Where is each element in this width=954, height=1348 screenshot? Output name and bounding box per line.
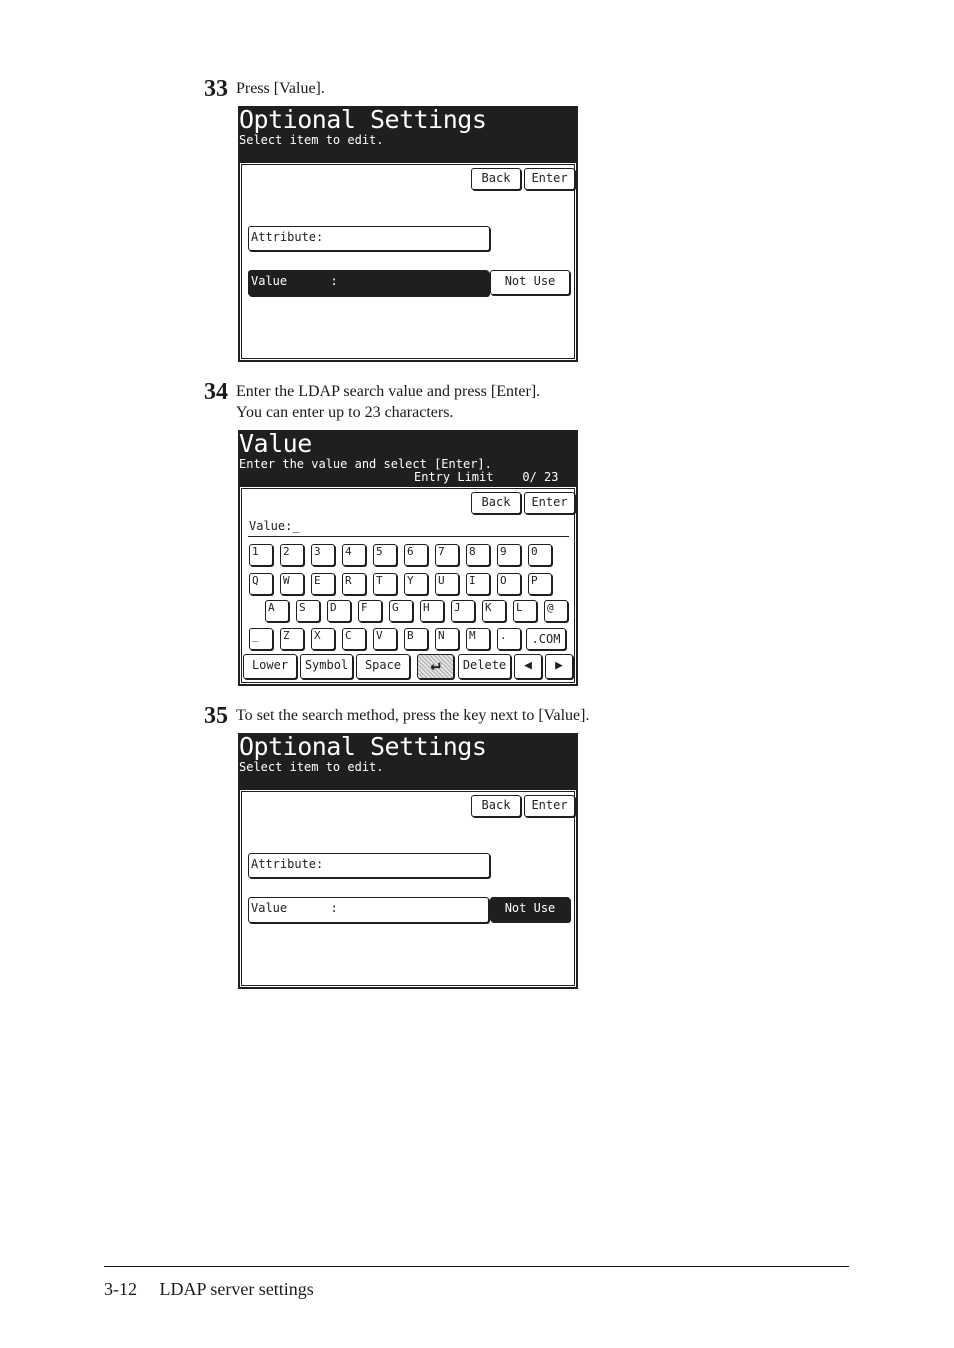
- key-7[interactable]: 7: [435, 544, 459, 566]
- key-2[interactable]: Z: [280, 628, 304, 650]
- key-2[interactable]: 2: [280, 544, 304, 566]
- entry-limit-counter: Entry Limit 0/ 23: [414, 470, 559, 484]
- key-5[interactable]: T: [373, 573, 397, 595]
- not-use-button[interactable]: Not Use: [490, 897, 570, 922]
- key-4[interactable]: 4: [342, 544, 366, 566]
- key-3[interactable]: 3: [311, 544, 335, 566]
- value-field[interactable]: Value :: [248, 270, 489, 296]
- key-5[interactable]: 5: [373, 544, 397, 566]
- value-input-display[interactable]: Value:_: [249, 519, 300, 533]
- screen-subtitle: Enter the value and select [Enter].: [239, 457, 492, 471]
- value-underline: [248, 536, 569, 537]
- enter-button[interactable]: Enter: [524, 168, 575, 190]
- key-3[interactable]: D: [327, 600, 351, 622]
- key-4[interactable]: F: [358, 600, 382, 622]
- key-7[interactable]: N: [435, 628, 459, 650]
- key-6[interactable]: Y: [404, 573, 428, 595]
- screen-header: [238, 733, 578, 788]
- screen-body: [238, 161, 578, 362]
- key-1[interactable]: _: [249, 628, 273, 650]
- key-9[interactable]: 9: [497, 544, 521, 566]
- attribute-field[interactable]: Attribute:: [248, 853, 490, 878]
- screen-body: [238, 788, 578, 989]
- key-1[interactable]: Q: [249, 573, 273, 595]
- not-use-button[interactable]: Not Use: [490, 270, 570, 295]
- right-arrow-icon: ▶: [555, 658, 563, 673]
- key-5[interactable]: V: [373, 628, 397, 650]
- key-4[interactable]: C: [342, 628, 366, 650]
- key-6[interactable]: 6: [404, 544, 428, 566]
- section-title: LDAP server settings: [159, 1279, 314, 1299]
- step-instruction: Press [Value].: [236, 80, 325, 97]
- page-footer: [104, 1278, 314, 1300]
- step-instruction: To set the search method, press the key next to [Value].: [236, 707, 590, 724]
- screen-header: [238, 430, 578, 485]
- key-5[interactable]: G: [389, 600, 413, 622]
- key-8[interactable]: I: [466, 573, 490, 595]
- step-number: 34: [204, 379, 228, 405]
- return-icon: ↵: [430, 655, 441, 675]
- dot-com-key[interactable]: .COM: [526, 628, 566, 650]
- lower-button[interactable]: Lower: [243, 654, 297, 679]
- key-2[interactable]: W: [280, 573, 304, 595]
- key-10[interactable]: @: [544, 600, 568, 622]
- symbol-button[interactable]: Symbol: [300, 654, 353, 679]
- key-8[interactable]: M: [466, 628, 490, 650]
- footer-rule: [104, 1266, 849, 1267]
- key-9[interactable]: O: [497, 573, 521, 595]
- page-number: 3-12: [104, 1279, 137, 1299]
- attribute-field[interactable]: Attribute:: [248, 226, 490, 251]
- left-arrow-icon: ◀: [524, 658, 532, 673]
- screen-title: Optional Settings: [239, 732, 487, 761]
- key-9[interactable]: .: [497, 628, 521, 650]
- step-number: 35: [204, 703, 228, 729]
- key-2[interactable]: S: [296, 600, 320, 622]
- key-1[interactable]: 1: [249, 544, 273, 566]
- back-button[interactable]: Back: [471, 168, 521, 190]
- screen-body: [238, 485, 578, 686]
- key-9[interactable]: L: [513, 600, 537, 622]
- return-button[interactable]: [417, 654, 454, 679]
- screen-subtitle: Select item to edit.: [239, 760, 384, 774]
- step-number: 33: [204, 76, 228, 102]
- screen-subtitle: Select item to edit.: [239, 133, 384, 147]
- key-4[interactable]: R: [342, 573, 366, 595]
- lcd-screen-optional-settings-2: [238, 733, 578, 989]
- key-8[interactable]: K: [482, 600, 506, 622]
- screen-header: [238, 106, 578, 161]
- key-7[interactable]: J: [451, 600, 475, 622]
- key-3[interactable]: E: [311, 573, 335, 595]
- lcd-screen-optional-settings-1: [238, 106, 578, 362]
- delete-button[interactable]: Delete: [458, 654, 511, 679]
- cursor-right-button[interactable]: [545, 654, 573, 679]
- key-7[interactable]: U: [435, 573, 459, 595]
- back-button[interactable]: Back: [471, 492, 521, 514]
- value-field[interactable]: Value :: [248, 897, 489, 923]
- screen-title: Value: [239, 429, 312, 458]
- screen-title: Optional Settings: [239, 105, 487, 134]
- back-button[interactable]: Back: [471, 795, 521, 817]
- key-8[interactable]: 8: [466, 544, 490, 566]
- key-6[interactable]: B: [404, 628, 428, 650]
- key-10[interactable]: P: [528, 573, 552, 595]
- enter-button[interactable]: Enter: [524, 492, 575, 514]
- key-1[interactable]: A: [265, 600, 289, 622]
- cursor-left-button[interactable]: [514, 654, 542, 679]
- space-button[interactable]: Space: [356, 654, 410, 679]
- key-6[interactable]: H: [420, 600, 444, 622]
- lcd-screen-value-entry: [238, 430, 578, 686]
- key-10[interactable]: 0: [528, 544, 552, 566]
- key-3[interactable]: X: [311, 628, 335, 650]
- step-instruction: Enter the LDAP search value and press [Enter].: [236, 383, 541, 400]
- step-instruction-note: You can enter up to 23 characters.: [236, 404, 454, 421]
- enter-button[interactable]: Enter: [524, 795, 575, 817]
